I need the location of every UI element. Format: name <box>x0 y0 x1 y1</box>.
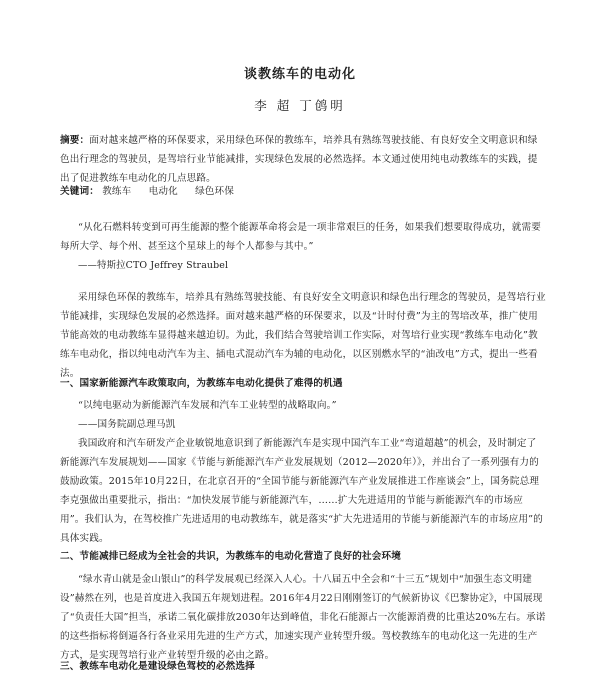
keyword: 绿色环保 <box>195 186 235 197</box>
keyword: 教练车 <box>102 186 132 197</box>
keyword: 电动化 <box>148 186 178 197</box>
paper-authors: 李 超 丁鸧明 <box>254 98 346 113</box>
abstract <box>60 131 546 188</box>
section-heading-2: 二、节能减排已经成为全社会的共识，为教练车的电动化营造了良好的社会环境 <box>60 551 402 562</box>
keywords <box>60 182 546 201</box>
intro-paragraph: 采用绿色环保的教练车，培养具有熟练驾驶技能、有良好安全文明意识和绿色出行理念的驾驶员，是驾培行业节能减排，实现绿色发展的必然选择。面对越来越严格的环保要求，以及“计时付费”为主的驾培改革，推广使用节能高效的电动教练车显得越来越迫切。为此，我们结合驾驶培训工作实际，对驾培行业实现“教练车电动化”教练车电动化，指以纯电动汽车为主、插电式混动汽车为辅的电动化，以区别燃水罕的“油改电”方式，提出一些看法。 <box>60 292 546 379</box>
epigraph-attribution: ——特斯拉CTO Jeffrey Straubel <box>78 260 229 271</box>
section-1-paragraph: 我国政府和汽车研发产企业敏锐地意识到了新能源汽车是实现中国汽车工业“弯道超越”的机会，及时制定了新能源汽车发展规划——国家《节能与新能源汽车产业发展规划（2012—2020年）》，并出台了一系列强有力的鼓励政策。2015年10月22日，在北京召开的“全国节能与新能源汽车产业发展推进工作座谈会”上，国务院总理李克强做出重要批示，指出：“加快发展节能与新能源汽车，……扩大先进适用的节能与新能源汽车的市场应用”。我们认为，在驾校推广先进适用的电动教练车，就是落实“扩大先进适用的节能与新能源汽车的市场应用”的具体实践。 <box>60 438 543 544</box>
keywords-label: 关键词： <box>60 186 99 197</box>
section-2-paragraph: “绿水青山就是金山银山”的科学发展观已经深入人心。十八届五中全会和“十三五”规划中“加强生态文明建设”赫然在列，也是首度进入我国五年规划进程。2016年4月22日刚刚签订的气候新协议《巴黎协定》，中国展现了“负责任大国”担当，承诺二氧化碳排放2030年达到峰值，非化石能源占一次能源消费的比重达20%左右。承诺的这些指标将倒逼各行各业采用先进的生产方式，加速实现产业转型升级。驾校教练车的电动化这一先进的生产方式，是实现驾培行业产业转型升级的必由之路。 <box>60 574 546 661</box>
paper-title: 谈教练车的电动化 <box>243 67 356 82</box>
section-heading-1: 一、国家新能源汽车政策取向，为教练车电动化提供了难得的机遇 <box>60 378 343 389</box>
abstract-label: 摘要： <box>60 135 90 146</box>
section-1-quote: “以纯电驱动为新能源汽车发展和汽车工业转型的战略取向。” <box>78 400 337 411</box>
section-heading-3: 三、教练车电动化是建设绿色驾校的必然选择 <box>60 661 255 672</box>
section-1-attribution: ——国务院副总理马凯 <box>78 419 176 430</box>
epigraph-quote: “从化石燃料转变到可再生能源的整个能源革命将会是一项非常艰巨的任务，如果我们想要取得成功，就需要每所大学、每个州、甚至这个星球上的每个人都参与其中。” <box>60 222 542 252</box>
abstract-text: 面对越来越严格的环保要求，采用绿色环保的教练车，培养具有熟练驾驶技能、有良好安全文明意识和绿色出行理念的驾驶员，是驾培行业节能减排，实现绿色发展的必然选择。本文通过使用纯电动教练车的实践，提出了促进教练车电动化的几点思路。 <box>60 135 538 184</box>
